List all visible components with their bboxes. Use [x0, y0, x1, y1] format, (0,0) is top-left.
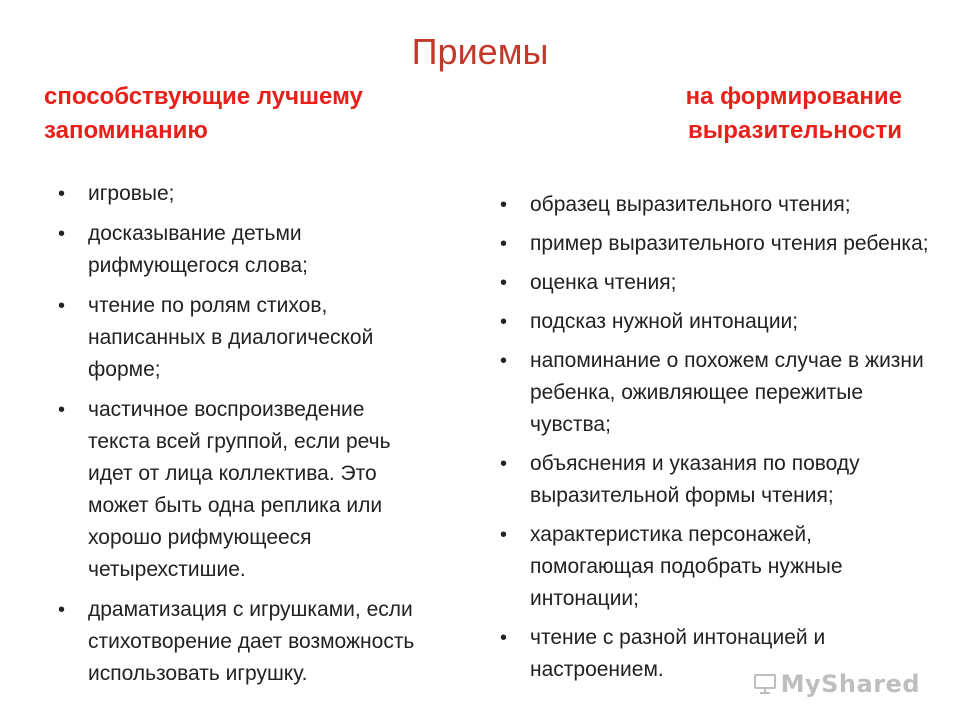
- list-item: [500, 228, 940, 260]
- list-item: [500, 267, 940, 299]
- list-item: [58, 218, 428, 282]
- bullet-icon: •: [500, 194, 508, 216]
- watermark-text: MyShared: [780, 670, 920, 698]
- bullet-icon: •: [500, 350, 508, 372]
- bullet-icon: •: [500, 524, 508, 546]
- bullet-icon: •: [58, 599, 66, 621]
- list-item: [58, 290, 428, 386]
- bullet-icon: •: [500, 311, 508, 333]
- list-item-text: частичное воспроизведение текста всей группой, если речь идет от лица коллектива. Это может быть одна реплика или хорошо рифмующееся четырехстишие.: [88, 398, 391, 581]
- left-bullet-list: [58, 178, 428, 698]
- list-item-text: характеристика персонажей, помогающая подобрать нужные интонации;: [530, 523, 843, 610]
- list-item-text: объяснения и указания по поводу выразительной формы чтения;: [530, 452, 860, 507]
- list-item: [58, 394, 428, 586]
- presentation-icon: [753, 672, 777, 696]
- bullet-icon: •: [58, 399, 66, 421]
- list-item-text: образец выразительного чтения;: [530, 193, 851, 216]
- bullet-icon: •: [500, 627, 508, 649]
- list-item-text: напоминание о похожем случае в жизни ребенка, оживляющее пережитые чувства;: [530, 349, 924, 436]
- list-item: [500, 189, 940, 221]
- right-column-header: на формирование выразительности: [685, 83, 902, 144]
- list-item-text: чтение с разной интонацией и настроением.: [530, 626, 826, 681]
- list-item: [58, 178, 428, 210]
- right-bullet-list: [500, 189, 940, 693]
- list-item: [500, 448, 940, 512]
- list-item: [58, 594, 428, 690]
- list-item-text: досказывание детьми рифмующегося слова;: [88, 222, 309, 277]
- list-item-text: игровые;: [88, 182, 175, 205]
- bullet-icon: •: [58, 295, 66, 317]
- list-item-text: чтение по ролям стихов, написанных в диалогической форме;: [88, 294, 374, 381]
- list-item-text: оценка чтения;: [530, 271, 677, 294]
- watermark: [753, 670, 920, 698]
- bullet-icon: •: [58, 223, 66, 245]
- list-item: [500, 345, 940, 441]
- bullet-icon: •: [58, 183, 66, 205]
- list-item-text: пример выразительного чтения ребенка;: [530, 232, 929, 255]
- slide-title: Приемы: [411, 31, 549, 72]
- list-item-text: драматизация с игрушками, если стихотворение дает возможность использовать игрушку.: [88, 598, 415, 685]
- left-column-header: способствующие лучшему запоминанию: [44, 83, 363, 144]
- bullet-icon: •: [500, 453, 508, 475]
- list-item-text: подсказ нужной интонации;: [530, 310, 799, 333]
- list-item: [500, 306, 940, 338]
- bullet-icon: •: [500, 272, 508, 294]
- bullet-icon: •: [500, 233, 508, 255]
- list-item: [500, 519, 940, 615]
